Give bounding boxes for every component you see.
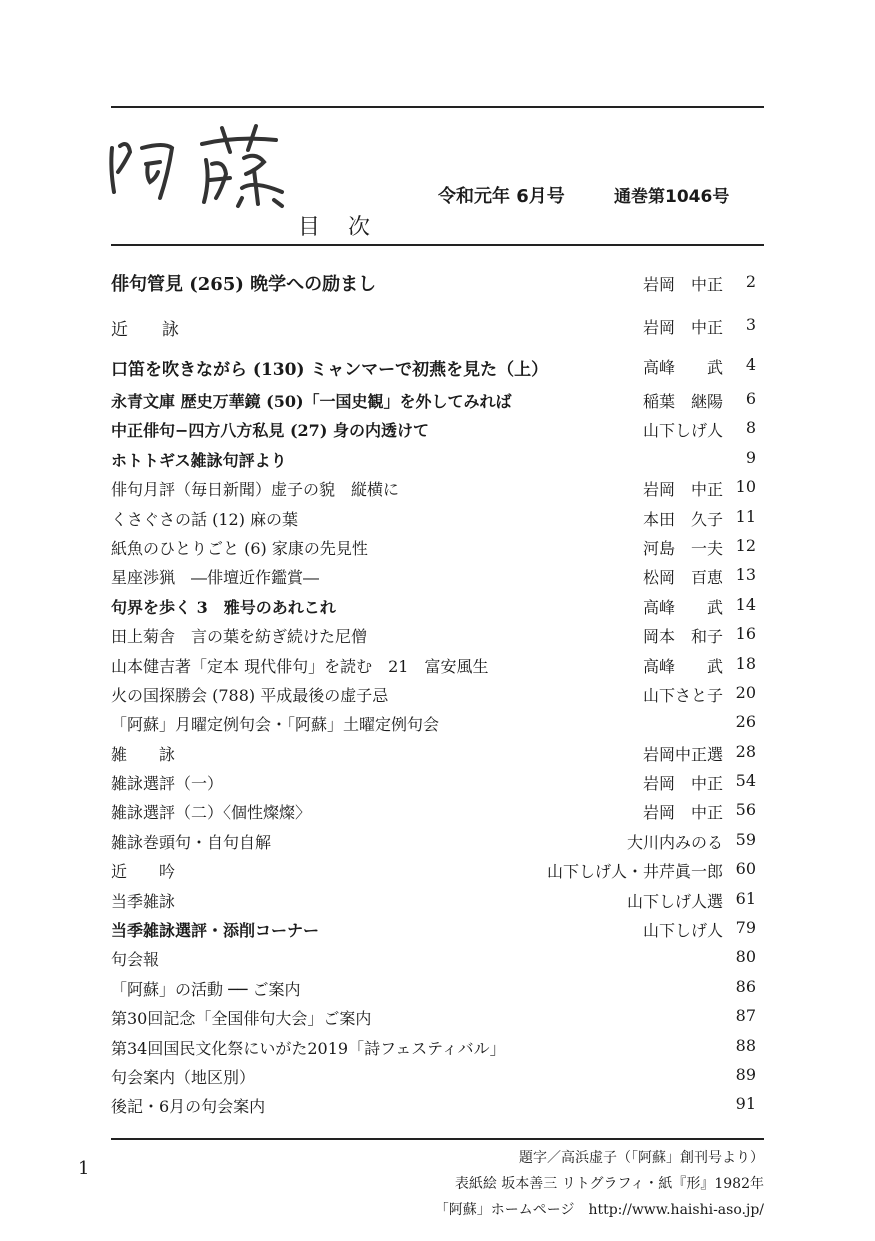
toc-title: 近 詠 (111, 320, 179, 340)
toc-row[interactable] (111, 561, 756, 590)
toc-author: 岩岡中正選 (642, 744, 723, 764)
toc-row[interactable] (111, 914, 756, 943)
header-rule (111, 244, 764, 246)
website-credit: 「阿蘇」ホームページ http://www.haishi-aso.jp/ (434, 1202, 764, 1218)
toc-author: 山下しげ人 (642, 921, 723, 941)
toc-heading: 目次 (298, 215, 399, 240)
toc-author: 大川内みのる (626, 832, 723, 852)
magazine-logo (106, 118, 296, 210)
toc-row[interactable] (111, 1061, 756, 1090)
toc-title: 火の国探勝会 (788) 平成最後の虚子忌 (111, 685, 389, 705)
toc-row[interactable] (111, 796, 756, 825)
toc-page: 86 (735, 976, 756, 996)
toc-title: 後記・6月の句会案内 (111, 1097, 266, 1117)
toc-row[interactable] (111, 767, 756, 796)
toc-title: 雑 詠 (111, 744, 176, 764)
toc-row[interactable] (111, 414, 756, 443)
toc-row[interactable] (111, 943, 756, 972)
toc-row[interactable] (111, 679, 756, 708)
toc-page: 12 (735, 535, 756, 555)
toc-page: 11 (735, 506, 756, 526)
toc-row[interactable] (111, 1032, 756, 1061)
toc-row[interactable] (111, 503, 756, 532)
toc-author: 岩岡 中正 (642, 275, 723, 294)
toc-page: 56 (735, 800, 756, 820)
toc-row[interactable] (111, 264, 756, 305)
toc-page: 89 (735, 1064, 756, 1084)
toc-title: 句会案内（地区別） (111, 1067, 256, 1087)
table-of-contents (111, 264, 756, 1120)
toc-author: 本田 久子 (642, 509, 723, 529)
toc-page: 88 (735, 1035, 756, 1055)
calligraphy-logo-icon (106, 118, 296, 210)
toc-page: 61 (735, 888, 756, 908)
cover-credit: 表紙絵 坂本善三 リトグラフィ・紙『形』1982年 (454, 1176, 764, 1192)
toc-row[interactable] (111, 444, 756, 473)
toc-title: 当季雑詠選評・添削コーナー (111, 921, 320, 941)
toc-row[interactable] (111, 708, 756, 737)
toc-page: 8 (745, 418, 756, 438)
toc-author: 高峰 武 (642, 358, 723, 377)
toc-author: 山下しげ人 (642, 421, 723, 441)
footer-rule (111, 1138, 764, 1140)
toc-title: 中正俳句−四方八方私見 (27) 身の内透けて (111, 421, 429, 441)
toc-title: 雑詠選評（二）〈個性燦燦〉 (111, 803, 312, 823)
toc-title: 句界を歩く 3 雅号のあれこれ (111, 597, 336, 617)
toc-author: 岩岡 中正 (642, 318, 723, 337)
toc-author: 岩岡 中正 (642, 774, 723, 794)
toc-row[interactable] (111, 591, 756, 620)
toc-page: 28 (735, 741, 756, 761)
toc-row[interactable] (111, 620, 756, 649)
issue-date: 令和元年 6月号 (438, 186, 565, 207)
toc-page: 26 (735, 712, 756, 732)
toc-author: 山下しげ人・井芹眞一郎 (546, 862, 723, 882)
top-rule (111, 106, 764, 108)
toc-author: 河島 一夫 (642, 538, 723, 558)
toc-author: 山下しげ人選 (626, 891, 723, 911)
toc-page: 59 (735, 829, 756, 849)
toc-page: 91 (735, 1094, 756, 1114)
toc-title: 俳句月評（毎日新聞）虚子の貌 縦横に (111, 480, 400, 500)
toc-page: 9 (745, 447, 756, 467)
toc-title: 田上菊舎 言の葉を紡ぎ続けた尼僧 (111, 627, 368, 647)
toc-author: 高峰 武 (642, 597, 723, 617)
toc-title: 句会報 (111, 950, 160, 970)
toc-row[interactable] (111, 650, 756, 679)
toc-page: 16 (735, 624, 756, 644)
toc-title: 第34回国民文化祭にいがた2019「詩フェスティバル」 (111, 1038, 506, 1058)
toc-page: 3 (745, 315, 756, 334)
toc-row[interactable] (111, 973, 756, 1002)
toc-title: 近 吟 (111, 862, 176, 882)
toc-row[interactable] (111, 855, 756, 884)
toc-title: 「阿蘇」の活動 ── ご案内 (111, 979, 301, 999)
toc-page: 4 (745, 355, 756, 374)
toc-author: 松岡 百恵 (642, 568, 723, 588)
toc-title: くさぐさの話 (12) 麻の葉 (111, 509, 299, 529)
toc-title: 雑詠選評（一） (111, 774, 224, 794)
toc-title: 第30回記念「全国俳句大会」ご案内 (111, 1009, 372, 1029)
toc-page: 20 (735, 682, 756, 702)
toc-page: 14 (735, 594, 756, 614)
toc-page: 80 (735, 947, 756, 967)
toc-author: 岩岡 中正 (642, 803, 723, 823)
credits (435, 1145, 764, 1223)
toc-row[interactable] (111, 532, 756, 561)
volume-number: 通巻第1046号 (614, 187, 730, 207)
toc-title: 雑詠巻頭句・自句自解 (111, 832, 272, 852)
toc-title: 当季雑詠 (111, 891, 176, 911)
toc-author: 高峰 武 (642, 656, 723, 676)
toc-author: 岡本 和子 (642, 627, 723, 647)
page-number: 1 (78, 1158, 90, 1179)
toc-title: 口笛を吹きながら (130) ミャンマーで初燕を見た（上） (111, 360, 549, 380)
toc-title: ホトトギス雑詠句評より (111, 450, 287, 470)
toc-title: 俳句管見 (265) 晩学への励まし (111, 274, 377, 295)
toc-row[interactable] (111, 885, 756, 914)
toc-row[interactable] (111, 305, 756, 345)
toc-row[interactable] (111, 826, 756, 855)
toc-row[interactable] (111, 1090, 756, 1119)
toc-row[interactable] (111, 1002, 756, 1031)
toc-author: 稲葉 継陽 (642, 392, 723, 411)
toc-page: 10 (735, 477, 756, 497)
toc-page: 2 (745, 272, 756, 291)
toc-title: 紙魚のひとりごと (6) 家康の先見性 (111, 538, 368, 558)
toc-page: 18 (735, 653, 756, 673)
toc-row[interactable] (111, 738, 756, 767)
toc-title: 星座渉猟 ―俳壇近作鑑賞― (111, 568, 320, 588)
toc-page: 6 (745, 389, 756, 408)
toc-page: 13 (735, 565, 756, 585)
toc-row[interactable] (111, 473, 756, 502)
toc-author: 山下さと子 (642, 685, 723, 705)
toc-row[interactable] (111, 385, 756, 414)
toc-title: 永青文庫 歴史万華鏡 (50)「一国史観」を外してみれば (111, 392, 512, 411)
toc-page: 87 (735, 1006, 756, 1026)
toc-page: 79 (735, 918, 756, 938)
calligraphy-credit: 題字／高浜虚子（「阿蘇」創刊号より） (519, 1150, 764, 1166)
toc-row[interactable] (111, 345, 756, 385)
toc-author: 岩岡 中正 (642, 480, 723, 500)
toc-page: 60 (735, 859, 756, 879)
toc-title: 山本健吉著「定本 現代俳句」を読む 21 富安風生 (111, 656, 489, 676)
toc-page: 54 (735, 771, 756, 791)
toc-title: 「阿蘇」月曜定例句会・「阿蘇」土曜定例句会 (111, 715, 440, 735)
